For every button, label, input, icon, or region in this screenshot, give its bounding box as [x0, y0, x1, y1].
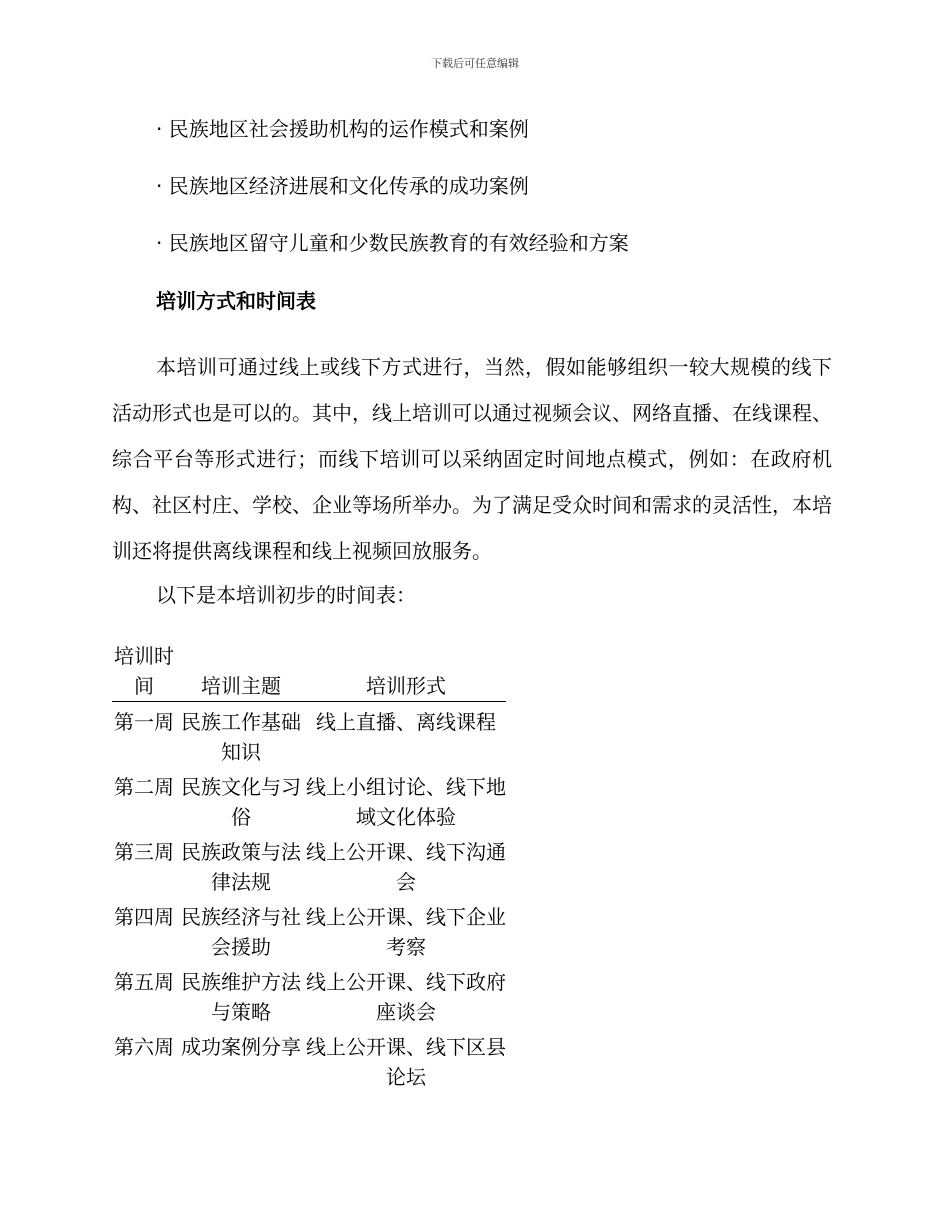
cell-format: 线上公开课、线下企业考察: [306, 905, 506, 959]
cell-time: 第三周: [114, 840, 174, 864]
schedule-intro: 以下是本培训初步的时间表：: [156, 583, 416, 607]
cell-time: 第一周: [114, 710, 174, 734]
cell-topic: 成功案例分享: [181, 1035, 301, 1059]
cell-time: 第五周: [114, 970, 174, 994]
cell-format: 线上公开课、线下区县论坛: [306, 1035, 506, 1089]
cell-topic: 民族维护方法与策略: [181, 970, 301, 1024]
cell-time: 第六周: [114, 1035, 174, 1059]
table-row: [112, 832, 506, 897]
schedule-table: [112, 641, 506, 1092]
bullet-item: · 民族地区经济进展和文化传承的成功案例: [156, 174, 529, 198]
section-heading: 培训方式和时间表: [156, 289, 316, 313]
cell-time: 第四周: [114, 905, 174, 929]
cell-format: 线上直播、离线课程: [316, 710, 496, 734]
table-row: [112, 1027, 506, 1092]
cell-format: 线上公开课、线下政府座谈会: [306, 970, 506, 1024]
header-topic: 培训主题: [176, 641, 306, 702]
table-row: [112, 962, 506, 1027]
cell-topic: 民族文化与习俗: [181, 775, 301, 829]
table-row: [112, 767, 506, 832]
cell-format: 线上小组讨论、线下地域文化体验: [306, 775, 506, 829]
page-header: 下载后可任意编辑: [431, 57, 519, 70]
table-row: [112, 897, 506, 962]
table-header-row: [112, 641, 506, 702]
table-row: [112, 702, 506, 768]
bullet-item: · 民族地区社会援助机构的运作模式和案例: [156, 117, 529, 141]
cell-topic: 民族工作基础知识: [181, 710, 301, 764]
header-time: 培训时间: [112, 641, 176, 702]
cell-format: 线上公开课、线下沟通会: [306, 840, 506, 894]
cell-time: 第二周: [114, 775, 174, 799]
cell-topic: 民族经济与社会援助: [181, 905, 301, 959]
header-format: 培训形式: [306, 641, 506, 702]
cell-topic: 民族政策与法律法规: [181, 840, 301, 894]
bullet-item: · 民族地区留守儿童和少数民族教育的有效经验和方案: [156, 231, 629, 255]
body-paragraph: 本培训可通过线上或线下方式进行，当然，假如能够组织一较大规模的线下活动形式也是可以的。其中，线上培训可以通过视频会议、网络直播、在线课程、综合平台等形式进行；而线下培训可以采纳固定时间地点模式，例如：在政府机构、社区村庄、学校、企业等场所举办。为了满足受众时间和需求的灵活性，本培训还将提供离线课程和线上视频回放服务。: [112, 355, 832, 563]
